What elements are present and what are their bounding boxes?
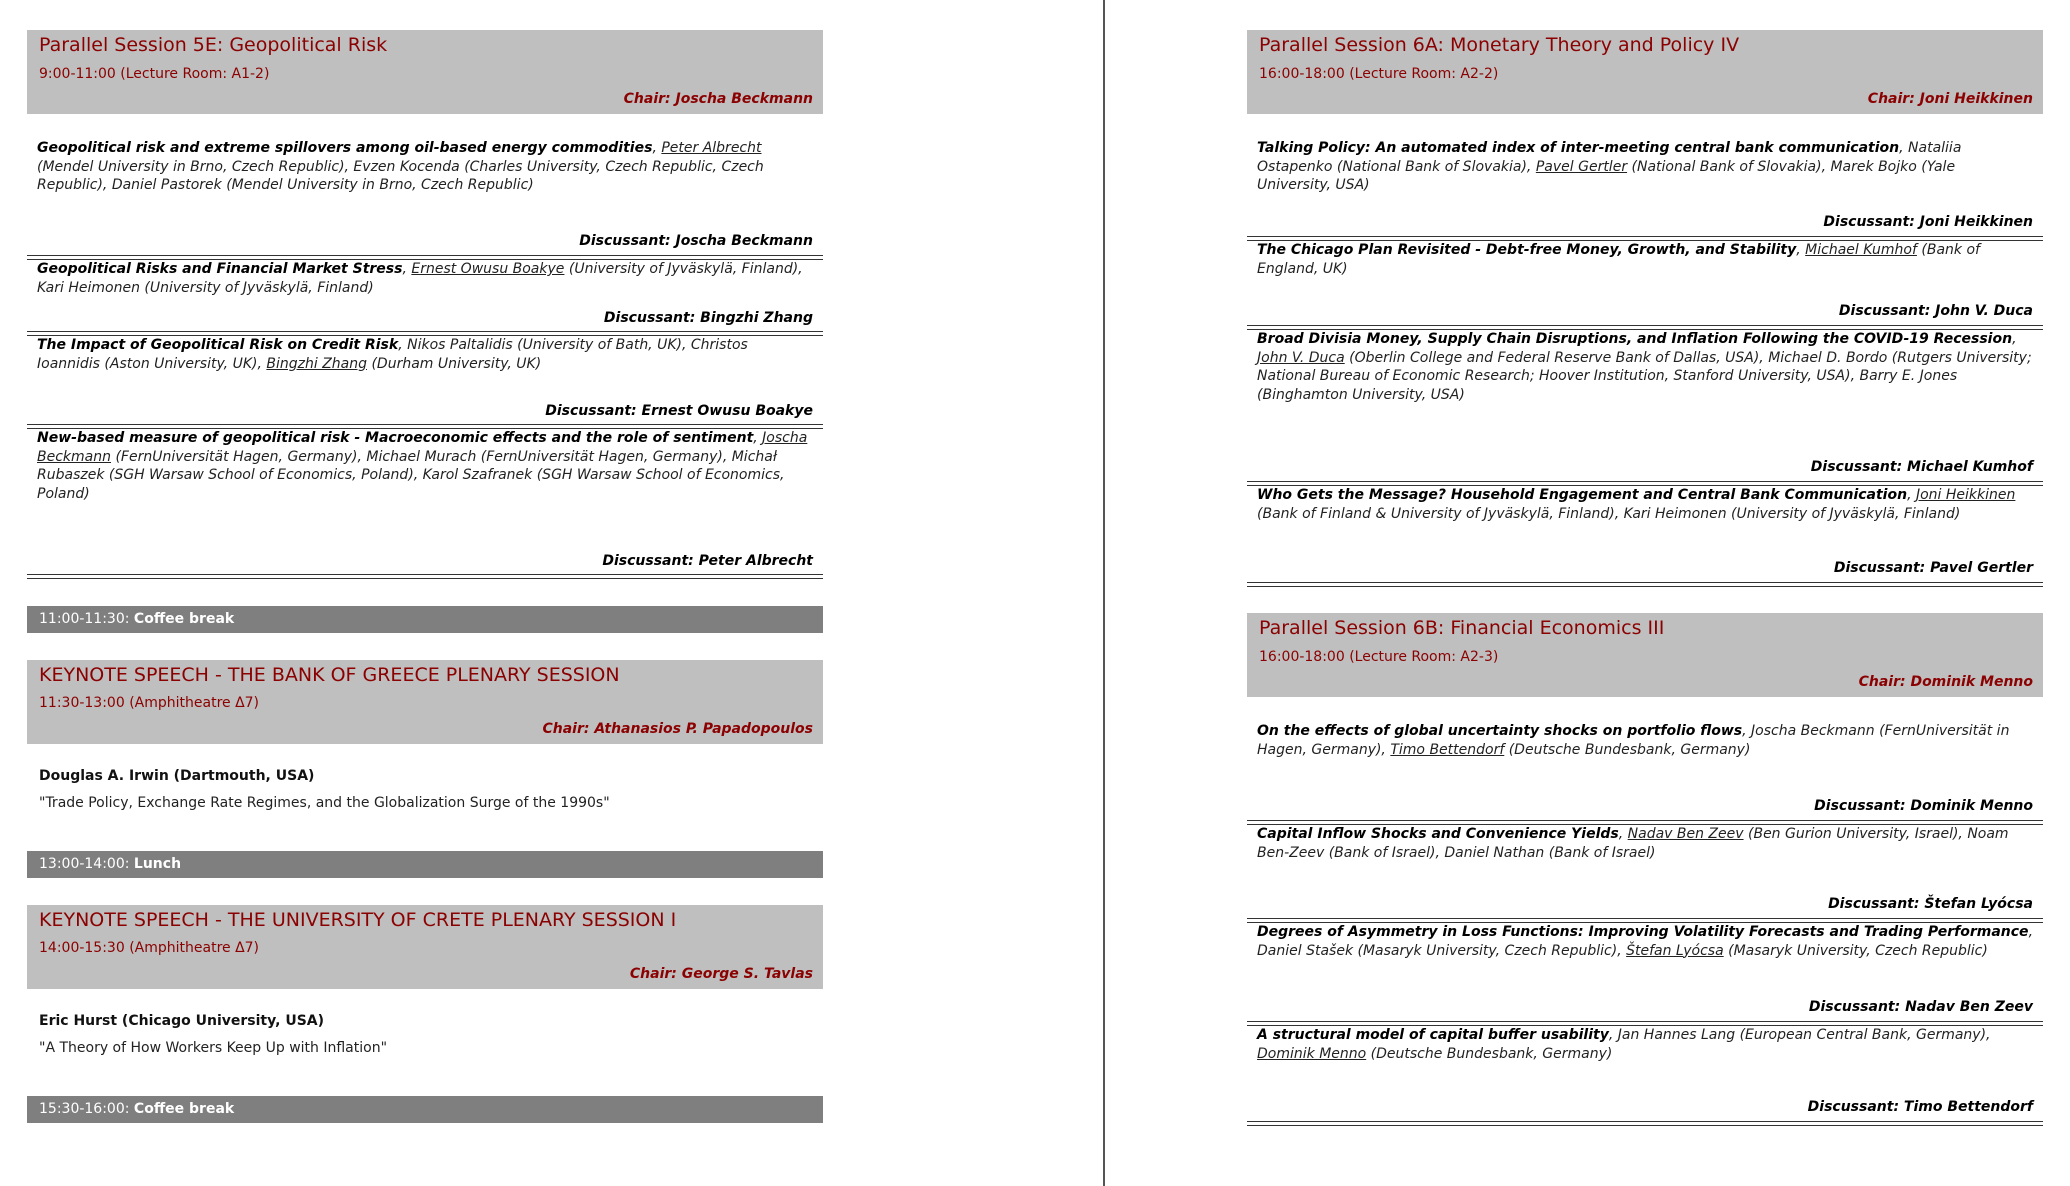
keynote-title: KEYNOTE SPEECH - THE UNIVERSITY OF CRETE PLENARY SESSION I — [39, 909, 677, 931]
paper-authors-pre: , Nataliia Ostapenko (National Bank of Slovakia), — [1257, 140, 1962, 175]
paper-6a-1 — [1247, 114, 2043, 236]
discussant: Discussant: Pavel Gertler — [1833, 560, 2033, 576]
paper-authors-rest: (FernUniversität Hagen, Germany), Michael Murach (FernUniversität Hagen, Germany), Michał Rubaszek (SGH Warsaw School of Economics, Poland), Karol Szafranek (SGH Warsaw School of Economics, Poland) — [37, 448, 785, 502]
paper-title: Geopolitical Risks and Financial Market Stress — [37, 261, 403, 277]
discussant: Discussant: Timo Bettendorf — [1807, 1099, 2033, 1115]
paper-5e-1 — [27, 114, 823, 255]
paper-title: The Impact of Geopolitical Risk on Credit Risk — [37, 337, 399, 353]
discussant: Discussant: Bingzhi Zhang — [603, 310, 813, 326]
paper-authors-pre: , — [1618, 826, 1628, 842]
paper-5e-3 — [27, 336, 823, 424]
paper-title: The Chicago Plan Revisited - Debt-free Money, Growth, and Stability — [1257, 242, 1797, 258]
break-label: Coffee break — [133, 611, 235, 627]
session-title: Parallel Session 5E: Geopolitical Risk — [39, 34, 388, 56]
presenter-link[interactable]: Nadav Ben Zeev — [1627, 826, 1744, 842]
discussant: Discussant: Joscha Beckmann — [579, 233, 813, 249]
session-time: 16:00-18:00 (Lecture Room: A2-3) — [1259, 649, 1499, 665]
session-chair: Chair: Joscha Beckmann — [623, 91, 813, 107]
paper-authors-pre: , — [402, 261, 412, 277]
session-time: 16:00-18:00 (Lecture Room: A2-2) — [1259, 66, 1499, 82]
session-6a-header — [1247, 30, 2043, 114]
session-chair: Chair: Joni Heikkinen — [1867, 91, 2033, 107]
paper-authors-pre: , — [1796, 242, 1806, 258]
presenter-link[interactable]: Ernest Owusu Boakye — [411, 261, 565, 277]
paper-citation — [37, 336, 813, 373]
paper-6b-3 — [1247, 923, 2043, 1021]
discussant: Discussant: Dominik Menno — [1814, 798, 2033, 814]
paper-citation — [1257, 825, 2033, 862]
right-column — [1247, 30, 2043, 1126]
paper-6b-4 — [1247, 1026, 2043, 1121]
paper-citation — [37, 260, 813, 297]
paper-authors-pre: , — [2012, 331, 2017, 347]
paper-6b-2 — [1247, 825, 2043, 918]
presenter-link[interactable]: Joni Heikkinen — [1915, 487, 2016, 503]
paper-title: Capital Inflow Shocks and Convenience Yields — [1257, 826, 1619, 842]
break-time: 11:00-11:30: — [39, 611, 134, 627]
paper-citation — [37, 429, 813, 503]
paper-title: New-based measure of geopolitical risk - Macroeconomic effects and the role of sentiment — [37, 430, 754, 446]
paper-authors-rest: (University of Jyväskylä, Finland), Kari Heimonen (University of Jyväskylä, Finland) — [37, 261, 803, 296]
session-6b-header — [1247, 613, 2043, 697]
paper-title: Talking Policy: An automated index of inter-meeting central bank communication — [1257, 140, 1900, 156]
lunch-bar — [27, 851, 823, 878]
discussant: Discussant: Joni Heikkinen — [1823, 214, 2033, 230]
left-column — [27, 30, 823, 1123]
paper-6a-4 — [1247, 486, 2043, 582]
break-time: 15:30-16:00: — [39, 1101, 134, 1117]
break-label: Coffee break — [133, 1101, 235, 1117]
paper-authors-pre: , Nikos Paltalidis (University of Bath, UK), Christos Ioannidis (Aston University, UK), — [37, 337, 748, 372]
coffee-break-bar — [27, 1096, 823, 1123]
discussant: Discussant: Peter Albrecht — [602, 553, 813, 569]
paper-authors-rest: (Bank of England, UK) — [1257, 242, 1980, 277]
break-label: Lunch — [133, 856, 182, 872]
keynote-talk-title: "Trade Policy, Exchange Rate Regimes, and the Globalization Surge of the 1990s" — [39, 795, 610, 811]
paper-authors-rest: (Deutsche Bundesbank, Germany) — [1366, 1045, 1613, 1062]
discussant: Discussant: Ernest Owusu Boakye — [545, 403, 813, 419]
paper-authors-pre: , — [652, 140, 662, 156]
paper-authors-rest: (Oberlin College and Federal Reserve Bank of Dallas, USA), Michael D. Bordo (Rutgers University; National Bureau of Economic Research; Hoover Institution, Stanford University, USA), Barry E. Jones (Binghamton University, USA) — [1257, 349, 2032, 403]
presenter-link[interactable]: Štefan Lyócsa — [1626, 942, 1724, 959]
keynote-chair: Chair: George S. Tavlas — [629, 966, 813, 982]
session-title: Parallel Session 6A: Monetary Theory and Policy IV — [1259, 34, 1740, 56]
paper-title: Geopolitical risk and extreme spillovers among oil-based energy commodities — [37, 140, 653, 156]
paper-citation — [37, 114, 813, 195]
paper-citation — [1257, 330, 2033, 404]
paper-title: Degrees of Asymmetry in Loss Functions: Improving Volatility Forecasts and Trading Performance — [1257, 924, 2029, 940]
page-divider — [1103, 0, 1105, 1186]
paper-separator — [1247, 1121, 2043, 1126]
keynote-time: 14:00-15:30 (Amphitheatre Δ7) — [39, 940, 260, 956]
keynote-title: KEYNOTE SPEECH - THE BANK OF GREECE PLENARY SESSION — [39, 664, 620, 686]
paper-citation — [1257, 923, 2033, 960]
keynote-time: 11:30-13:00 (Amphitheatre Δ7) — [39, 695, 260, 711]
paper-5e-2 — [27, 260, 823, 331]
keynote-talk-title: "A Theory of How Workers Keep Up with Inflation" — [39, 1040, 388, 1056]
keynote-speaker: Eric Hurst (Chicago University, USA) — [39, 1013, 325, 1029]
paper-6b-1 — [1247, 697, 2043, 820]
keynote-1-header — [27, 660, 823, 744]
presenter-link[interactable]: Dominik Menno — [1257, 1045, 1367, 1062]
paper-title: Broad Divisia Money, Supply Chain Disruptions, and Inflation Following the COVID-19 Recession — [1257, 331, 2013, 347]
session-5e-header — [27, 30, 823, 114]
paper-authors-rest: (Bank of Finland & University of Jyväskylä, Finland), Kari Heimonen (University of Jyväskylä, Finland) — [1257, 505, 1961, 522]
paper-citation — [1257, 486, 2033, 523]
paper-citation — [1257, 241, 2033, 278]
paper-title: On the effects of global uncertainty shocks on portfolio flows — [1257, 723, 1743, 739]
coffee-break-bar — [27, 606, 823, 633]
presenter-link[interactable]: Bingzhi Zhang — [266, 355, 367, 372]
discussant: Discussant: Michael Kumhof — [1810, 459, 2033, 475]
paper-authors-rest: (Mendel University in Brno, Czech Republic), Evzen Kocenda (Charles University, Czech Republic, Czech Republic), Daniel Pastorek (Mendel University in Brno, Czech Republic) — [37, 158, 764, 193]
presenter-link[interactable]: Pavel Gertler — [1535, 158, 1628, 175]
presenter-link[interactable]: Peter Albrecht — [661, 140, 762, 156]
paper-authors-rest: (Deutsche Bundesbank, Germany) — [1504, 741, 1751, 758]
paper-6a-3 — [1247, 330, 2043, 481]
session-chair: Chair: Dominik Menno — [1858, 674, 2033, 690]
keynote-speaker: Douglas A. Irwin (Dartmouth, USA) — [39, 768, 315, 784]
paper-authors-pre: , Daniel Stašek (Masaryk University, Czech Republic), — [1257, 924, 2034, 959]
keynote-2-body — [27, 989, 823, 1096]
paper-citation — [1257, 114, 2033, 195]
paper-6a-2 — [1247, 241, 2043, 325]
presenter-link[interactable]: Michael Kumhof — [1805, 242, 1917, 258]
paper-authors-rest: (Masaryk University, Czech Republic) — [1723, 942, 1988, 959]
paper-authors-pre: , — [1907, 487, 1916, 503]
discussant: Discussant: Štefan Lyócsa — [1828, 896, 2033, 912]
paper-citation — [1257, 1026, 2033, 1063]
session-title: Parallel Session 6B: Financial Economics III — [1259, 617, 1665, 639]
discussant: Discussant: John V. Duca — [1838, 303, 2033, 319]
keynote-chair: Chair: Athanasios P. Papadopoulos — [542, 721, 813, 737]
paper-authors-rest: (Durham University, UK) — [367, 355, 542, 372]
paper-title: Who Gets the Message? Household Engagement and Central Bank Communication — [1257, 487, 1908, 503]
paper-authors-rest: (Ben Gurion University, Israel), Noam Ben-Zeev (Bank of Israel), Daniel Nathan (Bank of Israel) — [1257, 826, 2009, 861]
discussant: Discussant: Nadav Ben Zeev — [1808, 999, 2033, 1015]
paper-5e-4 — [27, 429, 823, 574]
paper-authors-pre: , Jan Hannes Lang (European Central Bank, Germany), — [1608, 1027, 1991, 1043]
paper-citation — [1257, 697, 2033, 759]
paper-authors-pre: , Joscha Beckmann (FernUniversität in Hagen, Germany), — [1257, 723, 2010, 758]
paper-authors-rest: (National Bank of Slovakia), Marek Bojko (Yale University, USA) — [1257, 158, 1956, 193]
paper-title: A structural model of capital buffer usability — [1257, 1027, 1609, 1043]
keynote-1-body — [27, 744, 823, 851]
presenter-link[interactable]: Joscha Beckmann — [37, 430, 808, 465]
presenter-link[interactable]: John V. Duca — [1257, 349, 1345, 366]
session-time: 9:00-11:00 (Lecture Room: A1-2) — [39, 66, 270, 82]
paper-authors-pre: , — [753, 430, 763, 446]
keynote-2-header — [27, 905, 823, 989]
break-time: 13:00-14:00: — [39, 856, 134, 872]
presenter-link[interactable]: Timo Bettendorf — [1390, 741, 1505, 758]
